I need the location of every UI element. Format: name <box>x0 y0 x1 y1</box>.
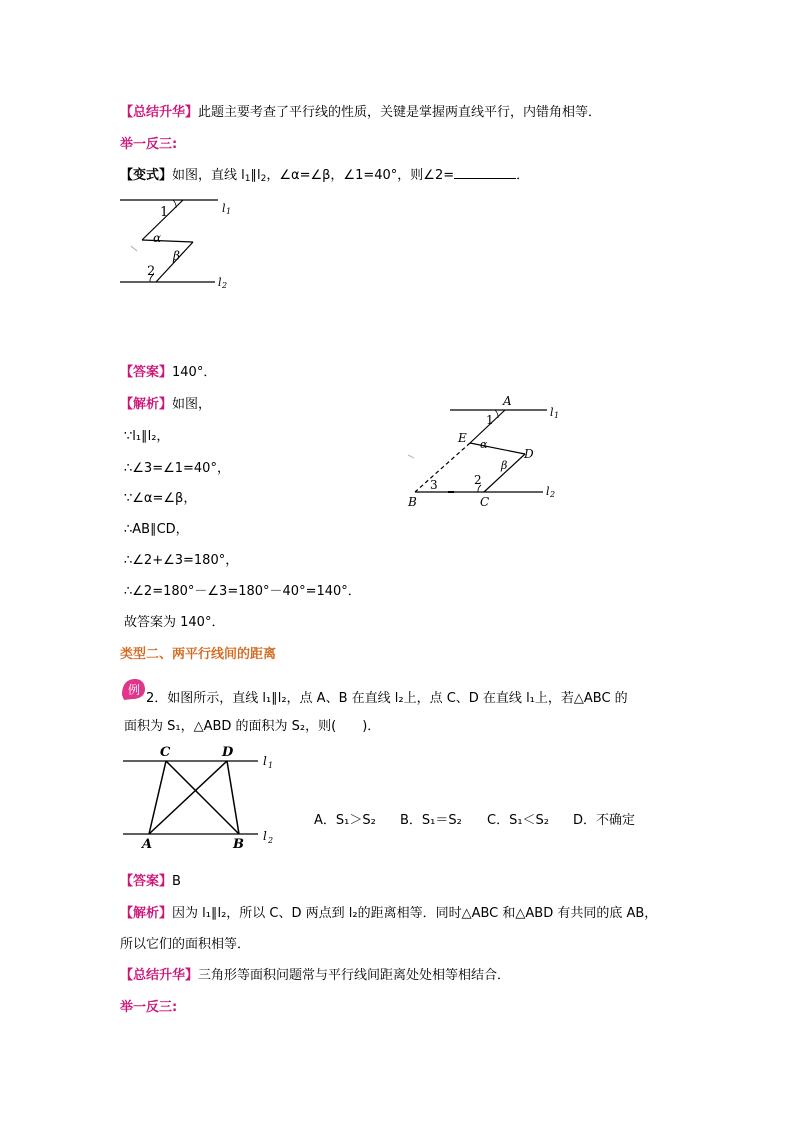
analysis-1-step: ∴∠2=180°－∠3=180°－40°=140°． <box>124 584 361 599</box>
summary-line-2: 【总结升华】三角形等面积问题常与平行线间距离处处相等相结合． <box>120 968 511 983</box>
practice-heading-1: 举一反三: <box>120 137 178 152</box>
analysis-1-step: ∴∠2+∠3=180°， <box>124 553 239 568</box>
figure-question-2 <box>118 742 283 854</box>
svg-text:B: B <box>233 837 244 852</box>
svg-text:l: l <box>222 202 226 215</box>
svg-text:β: β <box>173 249 180 263</box>
variant-question: 【变式】如图，直线 $l_1\parallel l_2$，∠α=∠β，∠1=40°，则∠2= ． <box>120 168 530 184</box>
question-2-line-1: 2．如图所示，直线 l₁∥l₂，点 A、B 在直线 l₂上，点 C、D 在直线 l₁上，若△ABC 的 <box>146 691 628 706</box>
svg-text:2: 2 <box>474 473 482 487</box>
svg-text:C: C <box>480 495 490 509</box>
summary-line-1 <box>120 104 601 122</box>
svg-text:l: l <box>550 406 554 419</box>
svg-text:2: 2 <box>550 490 556 499</box>
answer-2: 【答案】B <box>120 874 181 889</box>
svg-text:1: 1 <box>554 411 560 420</box>
svg-text:E: E <box>458 431 467 445</box>
practice-heading-2: 举一反三: <box>120 1000 178 1015</box>
svg-text:B: B <box>408 495 417 509</box>
svg-text:β: β <box>501 459 508 472</box>
svg-text:D: D <box>222 745 234 760</box>
svg-text:2: 2 <box>268 836 274 845</box>
svg-text:α: α <box>480 438 488 451</box>
svg-text:A: A <box>503 394 512 408</box>
analysis-1-head: 【解析】如图， <box>120 397 212 412</box>
analysis-1-step: 故答案为 140°． <box>124 615 225 630</box>
svg-text:C: C <box>160 745 171 760</box>
svg-text:l: l <box>218 276 222 289</box>
option-a: A．S₁＞S₂ <box>314 813 376 828</box>
example-badge-icon <box>120 677 146 701</box>
svg-text:A: A <box>142 837 153 852</box>
answer-blank <box>454 166 516 179</box>
summary-text: 此题主要考查了平行线的性质，关键是掌握两直线平行，内错角相等． <box>198 105 602 120</box>
svg-text:2: 2 <box>147 264 156 279</box>
analysis-1-step: ∴∠3=∠1=40°， <box>124 461 230 476</box>
svg-text:1: 1 <box>160 205 169 220</box>
svg-text:1: 1 <box>226 207 232 216</box>
option-b: B．S₁＝S₂ <box>400 813 462 828</box>
svg-text:D: D <box>524 447 534 461</box>
analysis-2-line-1: 【解析】因为 l₁∥l₂，所以 C、D 两点到 l₂的距离相等．同时△ABC 和△ABD 有共同的底 AB， <box>120 906 658 921</box>
question-2-line-2: 面积为 S₁，△ABD 的面积为 S₂，则( )． <box>124 719 381 734</box>
answer-1: 【答案】140°． <box>120 365 217 380</box>
section-heading-type2: 类型二、两平行线间的距离 <box>120 647 277 662</box>
svg-text:l: l <box>263 829 267 843</box>
option-d: D．不确定 <box>573 813 636 828</box>
svg-text:l: l <box>263 754 267 768</box>
svg-text:例: 例 <box>128 683 141 697</box>
summary-tag: 【总结升华】 <box>120 105 199 120</box>
analysis-2-line-2: 所以它们的面积相等． <box>120 937 251 952</box>
analysis-1-step: ∵l₁∥l₂， <box>124 429 170 444</box>
variant-tag: 【变式】 <box>120 168 173 183</box>
svg-text:2: 2 <box>222 281 228 290</box>
svg-text:α: α <box>153 231 162 245</box>
svg-text:3: 3 <box>430 478 438 492</box>
svg-text:l: l <box>546 485 550 498</box>
analysis-1-step: ∴AB∥CD， <box>124 522 189 537</box>
option-c: C．S₁＜S₂ <box>487 813 550 828</box>
svg-text:1: 1 <box>268 761 274 770</box>
figure-variant <box>115 190 245 295</box>
figure-analysis <box>400 392 570 514</box>
svg-text:1: 1 <box>486 413 494 427</box>
analysis-1-step: ∵∠α=∠β， <box>124 491 197 506</box>
